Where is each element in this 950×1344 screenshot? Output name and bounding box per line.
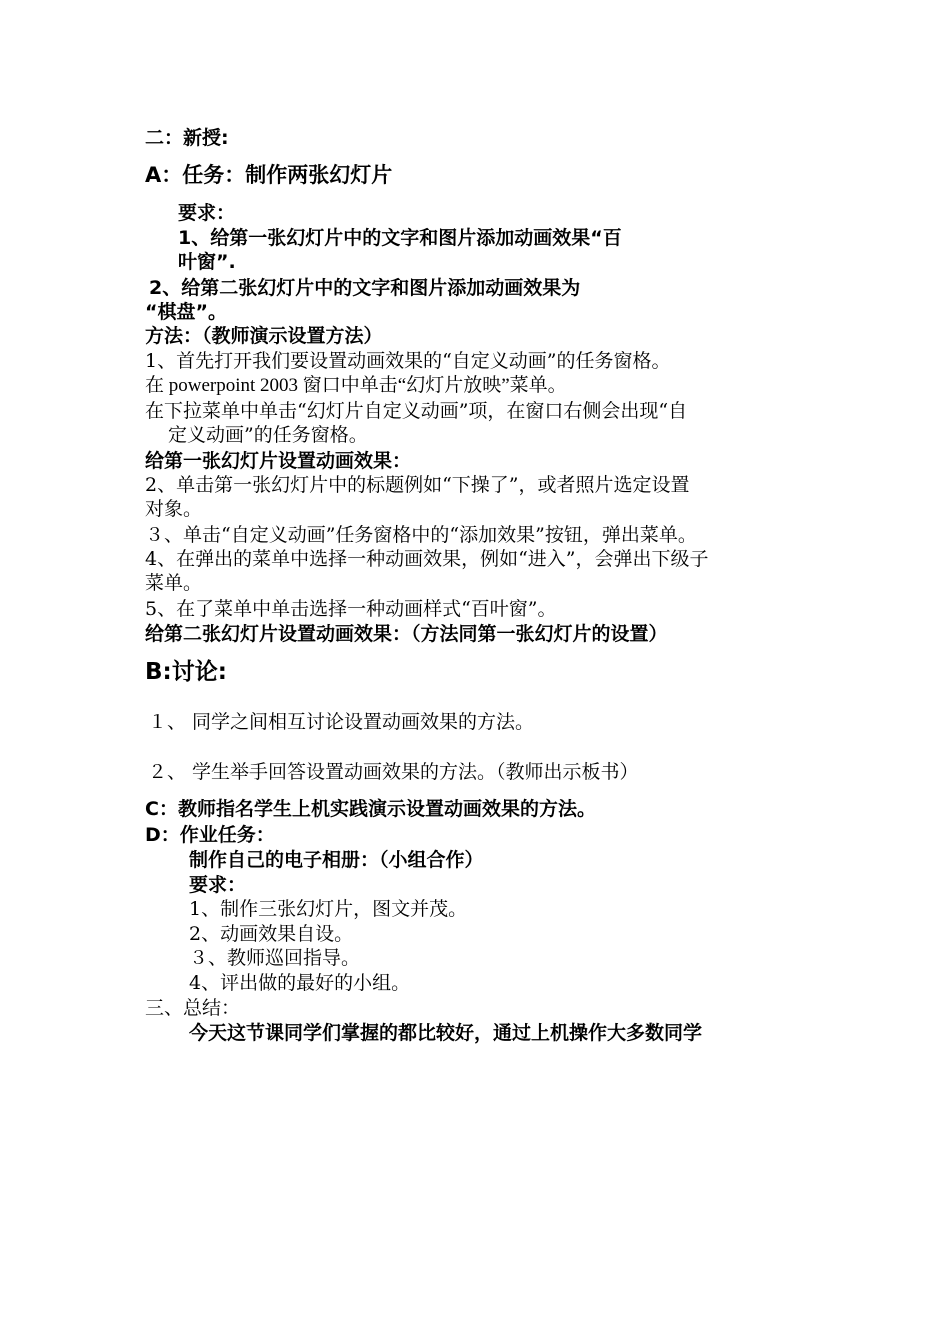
step-2-line-2: 对象。 xyxy=(145,498,203,520)
requirement-2-line-2: “棋盘”。 xyxy=(145,301,227,323)
step-4-line-2: 菜单。 xyxy=(145,572,203,594)
homework-item-4: 4、评出做的最好的小组。 xyxy=(189,972,411,994)
step-1: 1、首先打开我们要设置动画效果的“自定义动画”的任务窗格。 xyxy=(145,350,671,372)
step-4-line-1: 4、在弹出的菜单中选择一种动画效果，例如“进入”，会弹出下级子 xyxy=(145,548,709,570)
requirement-2-line-1: 2、给第二张幻灯片中的文字和图片添加动画效果为 xyxy=(149,277,581,299)
homework-requirements-label: 要求： xyxy=(189,874,247,896)
section-2-title: 二：新授: xyxy=(145,127,229,149)
discussion-1: １、 同学之间相互讨论设置动画效果的方法。 xyxy=(148,711,535,733)
summary-text: 今天这节课同学们掌握的都比较好，通过上机操作大多数同学 xyxy=(189,1022,703,1044)
homework-item-2: 2、动画效果自设。 xyxy=(189,923,354,945)
step-2-line-1: 2、单击第一张幻灯片中的标题例如“下操了”，或者照片选定设置 xyxy=(145,474,690,496)
part-a-heading: A：任务：制作两张幻灯片 xyxy=(145,163,393,187)
part-d: D：作业任务： xyxy=(145,824,275,846)
step-1-detail-2-line-2: 定义动画”的任务窗格。 xyxy=(168,424,368,446)
homework-title: 制作自己的电子相册：（小组合作） xyxy=(189,849,484,871)
slide-1-heading: 给第一张幻灯片设置动画效果： xyxy=(145,450,412,472)
discussion-2: ２、 学生举手回答设置动画效果的方法。（教师出示板书） xyxy=(148,761,639,783)
homework-item-1: 1、制作三张幻灯片，图文并茂。 xyxy=(189,898,468,920)
step-3: ３、单击“自定义动画”任务窗格中的“添加效果”按钮，弹出菜单。 xyxy=(145,524,697,546)
section-3-title: 三、总结： xyxy=(145,997,241,1019)
step-1-detail-2-line-1: 在下拉菜单中单击“幻灯片自定义动画”项，在窗口右侧会出现“自 xyxy=(145,400,688,422)
requirement-1-line-1: 1、给第一张幻灯片中的文字和图片添加动画效果“百 xyxy=(178,227,622,249)
part-b-heading: B:讨论: xyxy=(145,659,227,685)
step-1-detail: 在 powerpoint 2003 窗口中单击“幻灯片放映”菜单。 xyxy=(145,375,567,396)
requirement-1-line-2: 叶窗”. xyxy=(178,251,236,273)
requirements-label: 要求： xyxy=(178,202,236,224)
slide-2-heading: 给第二张幻灯片设置动画效果：（方法同第一张幻灯片的设置） xyxy=(145,623,668,645)
part-c: C：教师指名学生上机实践演示设置动画效果的方法。 xyxy=(145,798,596,820)
method-heading: 方法：（教师演示设置方法） xyxy=(145,325,383,347)
step-5: 5、在了菜单中单击选择一种动画样式“百叶窗”。 xyxy=(145,598,557,620)
homework-item-3: ３、教师巡回指导。 xyxy=(189,947,361,969)
